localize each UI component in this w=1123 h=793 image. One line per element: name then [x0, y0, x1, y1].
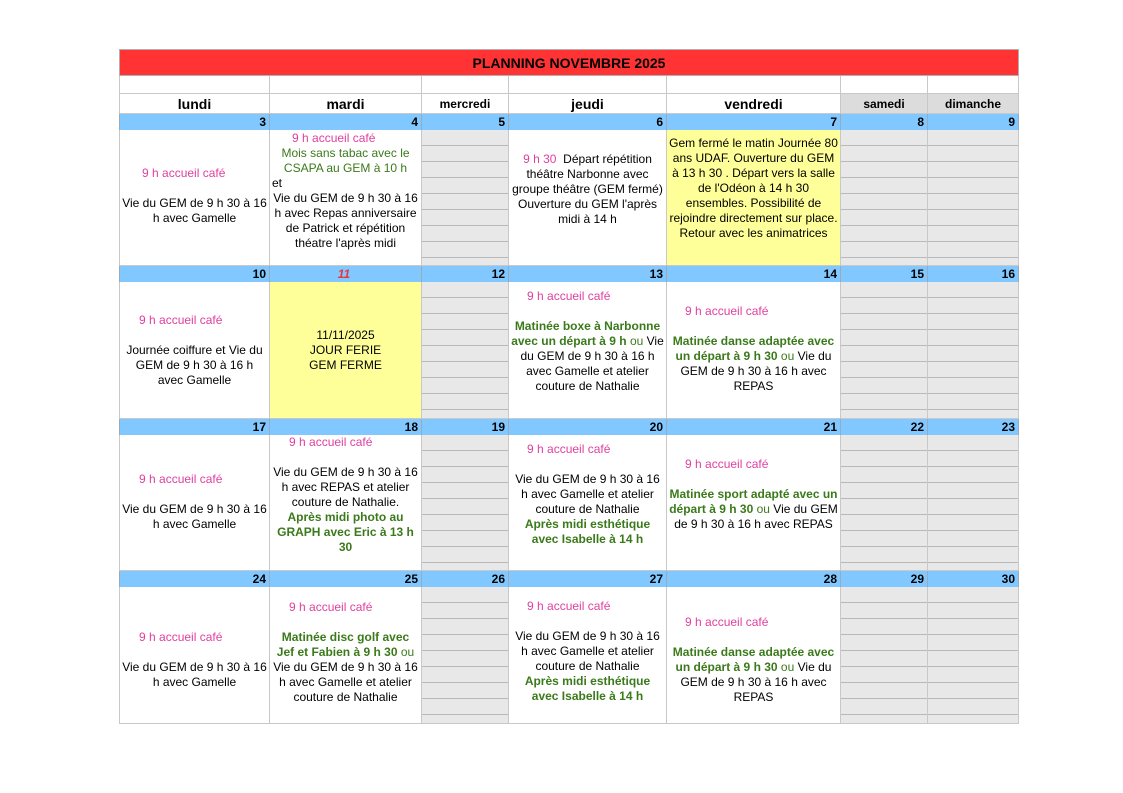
page-title: PLANNING NOVEMBRE 2025 [119, 49, 1019, 76]
day-header-samedi: samedi [841, 94, 928, 114]
day-cell-tue: 9 h accueil café Mois sans tabac avec le CSAPA au GEM à 10 h et Vie du GEM de 9 h 30 à 16 h avec Repas anniversaire de Patrick et répétition théatre l'après midi [270, 130, 422, 266]
day-cell-sun [928, 282, 1019, 419]
date-number: 9 [928, 114, 1019, 130]
day-cell-thu: 9 h accueil café Matinée boxe à Narbonne avec un départ à 9 h ou Vie du GEM de 9 h 30 à 16 h avec Gamelle et atelier couture de Nathalie [509, 282, 667, 419]
date-number: 30 [928, 571, 1019, 587]
day-cell-mon: 9 h accueil café Journée coiffure et Vie du GEM de 9 h 30 à 16 h avec Gamelle [119, 282, 270, 419]
day-cell-wed [422, 587, 509, 724]
day-cell-fri: Gem fermé le matin Journée 80 ans UDAF. Ouverture du GEM à 13 h 30 . Départ vers la salle de l'Odéon à 14 h 30 ensembles. Possibilité de rejoindre directement sur place. Retour avec les animatrices [667, 130, 841, 266]
day-header-vendredi: vendredi [667, 94, 841, 114]
day-header-dimanche: dimanche [928, 94, 1019, 114]
day-cell-sun [928, 587, 1019, 724]
day-cell-mon: 9 h accueil café Vie du GEM de 9 h 30 à 16 h avec Gamelle [119, 587, 270, 724]
day-cell-thu: 9 h 30 Départ répétition théâtre Narbonne avec groupe théâtre (GEM fermé) Ouverture du GEM l'après midi à 14 h [509, 130, 667, 266]
day-header-lundi: lundi [119, 94, 270, 114]
date-number: 14 [667, 266, 841, 282]
date-number: 16 [928, 266, 1019, 282]
day-cell-tue-holiday: 11/11/2025 JOUR FERIE GEM FERME [270, 282, 422, 419]
day-cell-fri: 9 h accueil café Matinée sport adapté avec un départ à 9 h 30 ou Vie du GEM de 9 h 30 à 16 h avec REPAS [667, 435, 841, 571]
day-cell-fri: 9 h accueil café Matinée danse adaptée avec un départ à 9 h 30 ou Vie du GEM de 9 h 30 à 16 h avec REPAS [667, 587, 841, 724]
day-header-jeudi: jeudi [509, 94, 667, 114]
day-cell-mon: 9 h accueil café Vie du GEM de 9 h 30 à 16 h avec Gamelle [119, 130, 270, 266]
date-number: 6 [509, 114, 667, 130]
day-header-mercredi: mercredi [422, 94, 509, 114]
day-cell-sun [928, 435, 1019, 571]
date-number: 8 [841, 114, 928, 130]
date-number: 7 [667, 114, 841, 130]
day-cell-thu: 9 h accueil café Vie du GEM de 9 h 30 à 16 h avec Gamelle et atelier couture de Nathalie Après midi esthétique avec Isabelle à 14 h [509, 435, 667, 571]
date-number: 17 [119, 419, 270, 435]
day-cell-tue: 9 h accueil café Vie du GEM de 9 h 30 à 16 h avec REPAS et atelier couture de Nathalie. Après midi photo au GRAPH avec Eric à 13 h 30 [270, 435, 422, 571]
day-cell-wed [422, 130, 509, 266]
date-number: 24 [119, 571, 270, 587]
date-number: 12 [422, 266, 509, 282]
planning-sheet [119, 49, 1019, 724]
date-number: 26 [422, 571, 509, 587]
date-number: 29 [841, 571, 928, 587]
date-number: 19 [422, 419, 509, 435]
date-number: 3 [119, 114, 270, 130]
day-cell-sun [928, 130, 1019, 266]
date-number: 22 [841, 419, 928, 435]
date-number: 5 [422, 114, 509, 130]
day-cell-thu: 9 h accueil café Vie du GEM de 9 h 30 à 16 h avec Gamelle et atelier couture de Nathalie Après midi esthétique avec Isabelle à 14 h [509, 587, 667, 724]
date-number: 15 [841, 266, 928, 282]
day-cell-mon: 9 h accueil café Vie du GEM de 9 h 30 à 16 h avec Gamelle [119, 435, 270, 571]
spacer-row [119, 76, 1019, 94]
day-cell-wed [422, 282, 509, 419]
date-number-holiday: 11 [270, 266, 422, 282]
day-cell-sat [841, 587, 928, 724]
date-number: 18 [270, 419, 422, 435]
day-cell-tue: 9 h accueil café Matinée disc golf avec Jef et Fabien à 9 h 30 ou Vie du GEM de 9 h 30 à 16 h avec Gamelle et atelier couture de Nathalie [270, 587, 422, 724]
day-cell-sat [841, 435, 928, 571]
date-number: 27 [509, 571, 667, 587]
day-header-mardi: mardi [270, 94, 422, 114]
date-number: 13 [509, 266, 667, 282]
date-number: 28 [667, 571, 841, 587]
day-cell-wed [422, 435, 509, 571]
calendar-grid [119, 94, 1019, 724]
date-number: 4 [270, 114, 422, 130]
day-cell-fri: 9 h accueil café Matinée danse adaptée avec un départ à 9 h 30 ou Vie du GEM de 9 h 30 à 16 h avec REPAS [667, 282, 841, 419]
date-number: 23 [928, 419, 1019, 435]
day-cell-sat [841, 130, 928, 266]
date-number: 10 [119, 266, 270, 282]
day-cell-sat [841, 282, 928, 419]
date-number: 20 [509, 419, 667, 435]
date-number: 21 [667, 419, 841, 435]
date-number: 25 [270, 571, 422, 587]
